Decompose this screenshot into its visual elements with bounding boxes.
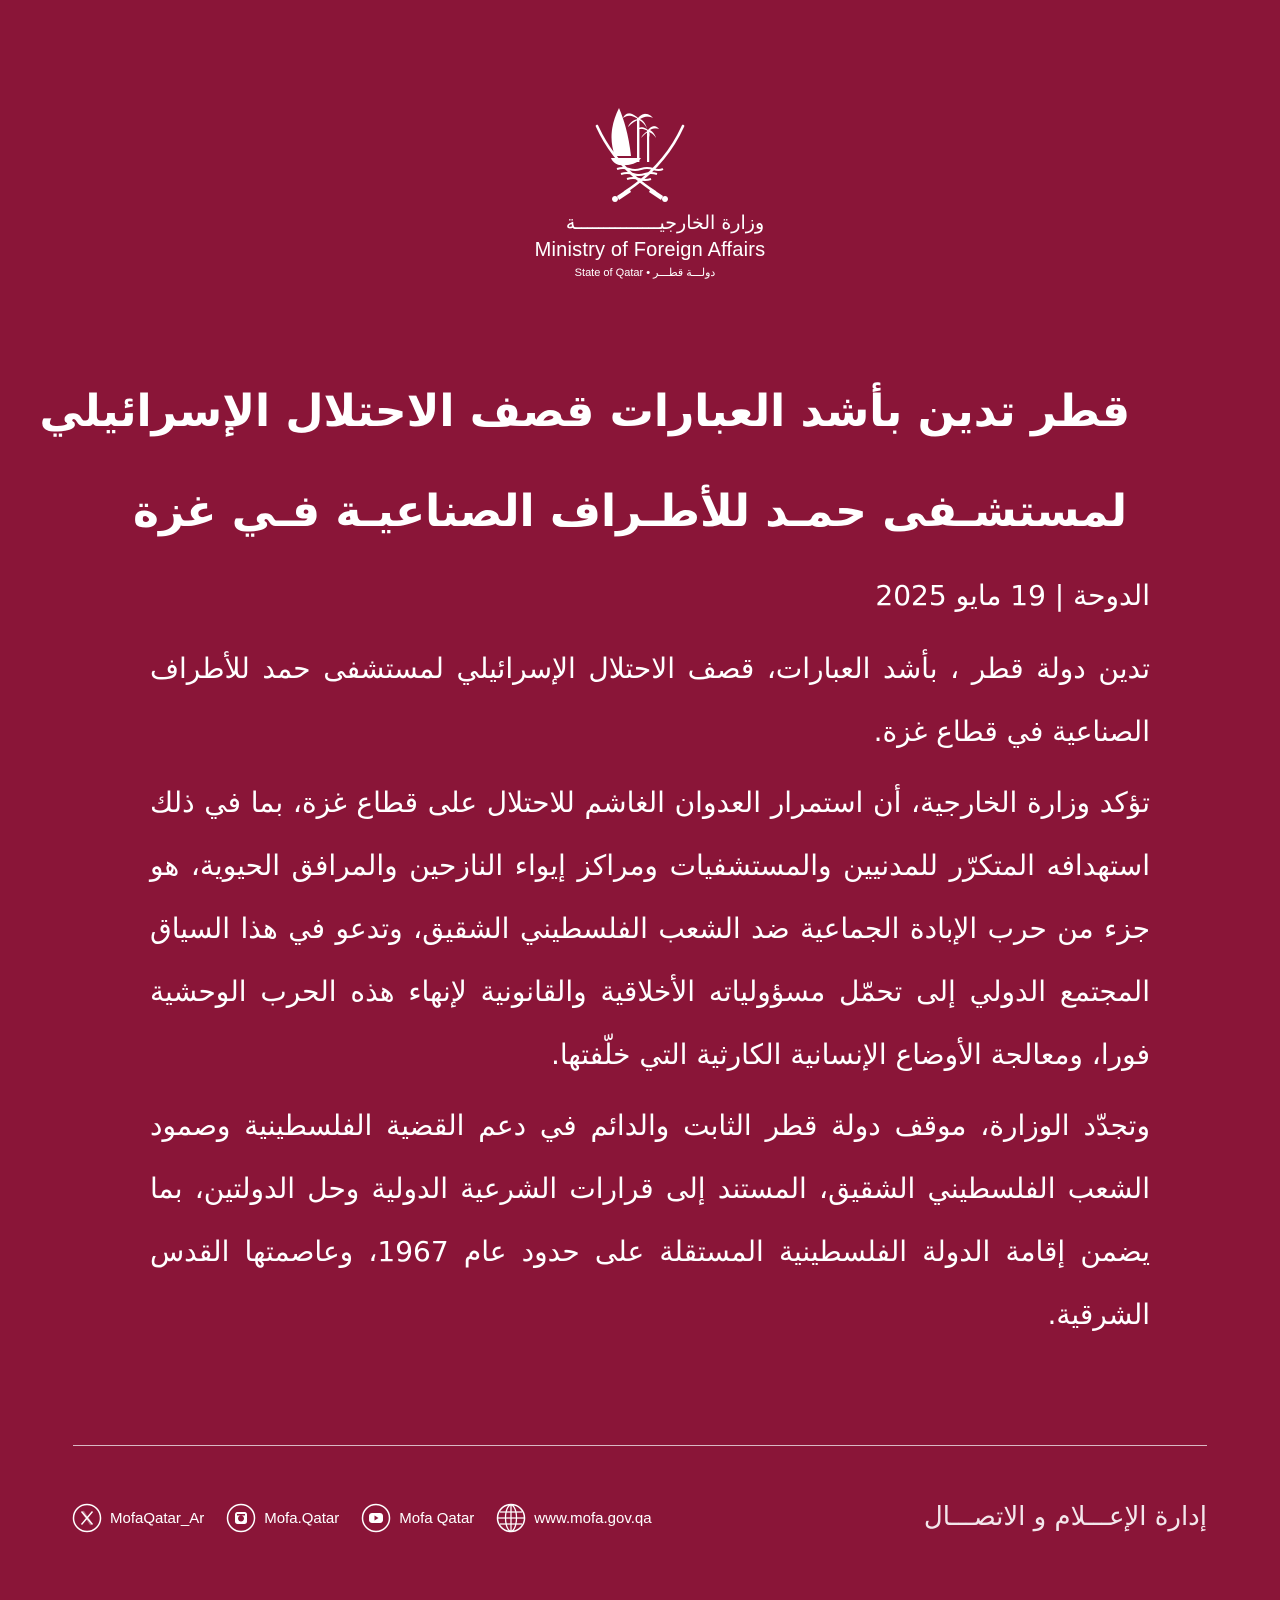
state-of-qatar-label: State of Qatar • دولـــة قطـــر [574, 267, 716, 279]
headline-line-2: لمستشـفى حمـد للأطـراف الصناعيـة فـي غزة [133, 486, 1127, 537]
globe-icon [496, 1503, 526, 1533]
qatar-emblem-icon [585, 96, 695, 206]
media-department-label: إدارة الإعـــلام و الاتصـــال [923, 1502, 1207, 1532]
social-link-x[interactable] [72, 1503, 204, 1533]
paragraph-2: تؤكد وزارة الخارجية، أن استمرار العدوان الغاشم للاحتلال على قطاع غزة، بما في ذلك استهدافه المتكرّر للمدنيين والمستشفيات ومراكز إيواء النازحين والمرافق الحيوية، هو جزء من حرب الإبادة الجماعية ضد الشعب الفلسطيني الشقيق، وتدعو في هذا السياق المجتمع الدولي إلى تحمّل مسؤولياته الأخلاقية والقانونية لإنهاء هذه الحرب الوحشية فورا، ومعالجة الأوضاع الإنسانية الكارثية التي خلّفتها. [150, 786, 1150, 1071]
footer-divider [73, 1445, 1207, 1446]
x-icon [72, 1503, 102, 1533]
dateline: الدوحة | 19 مايو 2025 [875, 579, 1150, 612]
youtube-icon [361, 1503, 391, 1533]
paragraph-3: وتجدّد الوزارة، موقف دولة قطر الثابت والدائم في دعم القضية الفلسطينية وصمود الشعب الفلسطيني الشقيق، المستند إلى قرارات الشرعية الدولية وحل الدولتين، بما يضمن إقامة الدولة الفلسطينية المستقلة على حدود عام 1967، وعاصمتها القدس الشرقية. [150, 1109, 1150, 1331]
ministry-name-arabic: وزارة الخارجيـــــــــــــــة [565, 212, 765, 234]
social-link-website[interactable] [496, 1503, 651, 1533]
social-link-youtube[interactable] [361, 1503, 474, 1533]
social-link-instagram[interactable] [226, 1503, 339, 1533]
ministry-logo [0, 96, 1280, 282]
statement-headline [39, 362, 1130, 562]
headline-line-1: قطر تدين بأشد العبارات قصف الاحتلال الإسرائيلي [39, 386, 1130, 437]
social-label-x: MofaQatar_Ar [110, 1509, 205, 1527]
social-label-instagram: Mofa.Qatar [264, 1509, 340, 1527]
paragraph-1: تدين دولة قطر ، بأشد العبارات، قصف الاحتلال الإسرائيلي لمستشفى حمد للأطراف الصناعية في قطاع غزة. [150, 652, 1150, 748]
instagram-icon [226, 1503, 256, 1533]
statement-body [150, 564, 1150, 1354]
ministry-name-english: Ministry of Foreign Affairs [534, 239, 766, 261]
social-label-youtube: Mofa Qatar [399, 1509, 475, 1527]
social-label-website: www.mofa.gov.qa [534, 1509, 652, 1527]
social-links [72, 1503, 652, 1533]
